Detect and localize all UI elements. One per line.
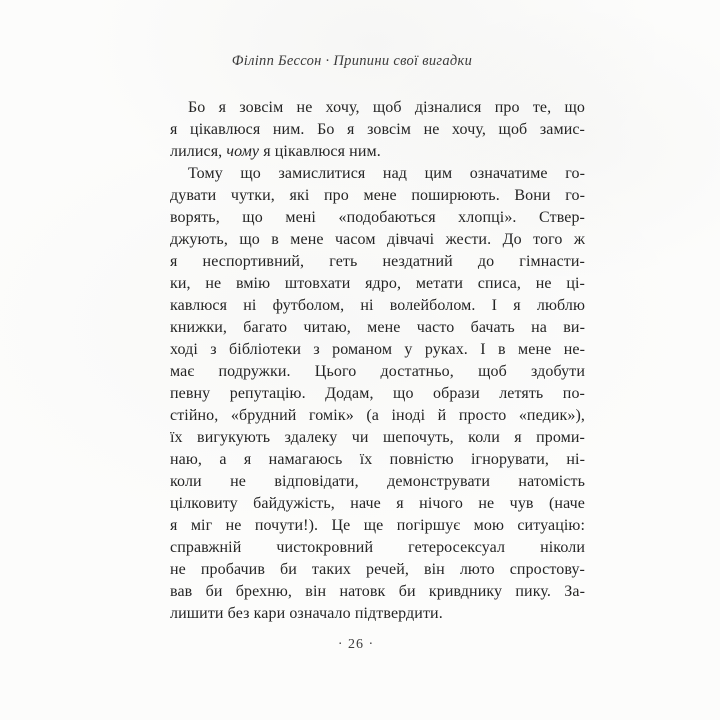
text-line: цілковиту байдужість, наче я нічого не чув (наче [170,495,585,512]
text-line: їх вигукують здалеку чи шепочуть, коли я проми- [170,429,585,446]
text-line: стійно, «брудний гомік» (а іноді й просто «педик»), [170,407,585,424]
text-line: не пробачив би таких речей, він люто спростову- [170,561,585,578]
text-line: я цікавлюся ним. Бо я зовсім не хочу, щоб замис- [170,121,585,138]
text-line: дувати чутки, які про мене поширюють. Вони го- [170,187,585,204]
page-number: · 26 · [337,637,375,652]
running-header: Філіпп Бессон · Припини свої вигадки [231,53,473,69]
text-line: Тому що замислитися над цим означатиме го- [188,165,585,182]
text-line: певну репутацію. Додам, що образи летять по- [170,385,585,402]
text-line: вав би брехню, він натовк би кривднику пику. За- [170,583,585,600]
text-line: має подружки. Цього достатньо, щоб здобути [170,363,585,380]
text-line: наю, а я намагаюсь їх повністю ігнорувати, ні- [170,451,585,468]
text-line: книжки, багато читаю, мене часто бачать на ви- [170,319,585,336]
text-line: ході з бібліотеки з романом у руках. І в мене не- [170,341,585,358]
text-line: джують, що в мене часом дівчачі жести. До того ж [170,231,585,248]
text-line: ки, не вмію штовхати ядро, метати списа, не ці- [170,275,585,292]
text-line: я неспортивний, геть нездатний до гімнасти- [170,253,585,270]
text-line: ворять, що мені «подобаються хлопці». Ствер- [170,209,585,226]
text-line: я міг не почути!). Це ще погіршує мою ситуацію: [170,517,585,534]
text-line: справжній чистокровний гетеросексуал ніколи [170,539,585,556]
text-line: Бо я зовсім не хочу, щоб дізналися про те, що [188,99,585,116]
body-text [170,97,585,625]
text-line: лилися, чому я цікавлюся ним. [170,143,381,160]
text-line: коли не відповідати, демонструвати натомість [170,473,585,490]
emphasized-word: чому [226,143,260,160]
text-line: кавлюся ні футболом, ні волейболом. І я люблю [170,297,585,314]
text-line: лишити без кари означало підтвердити. [170,605,443,622]
